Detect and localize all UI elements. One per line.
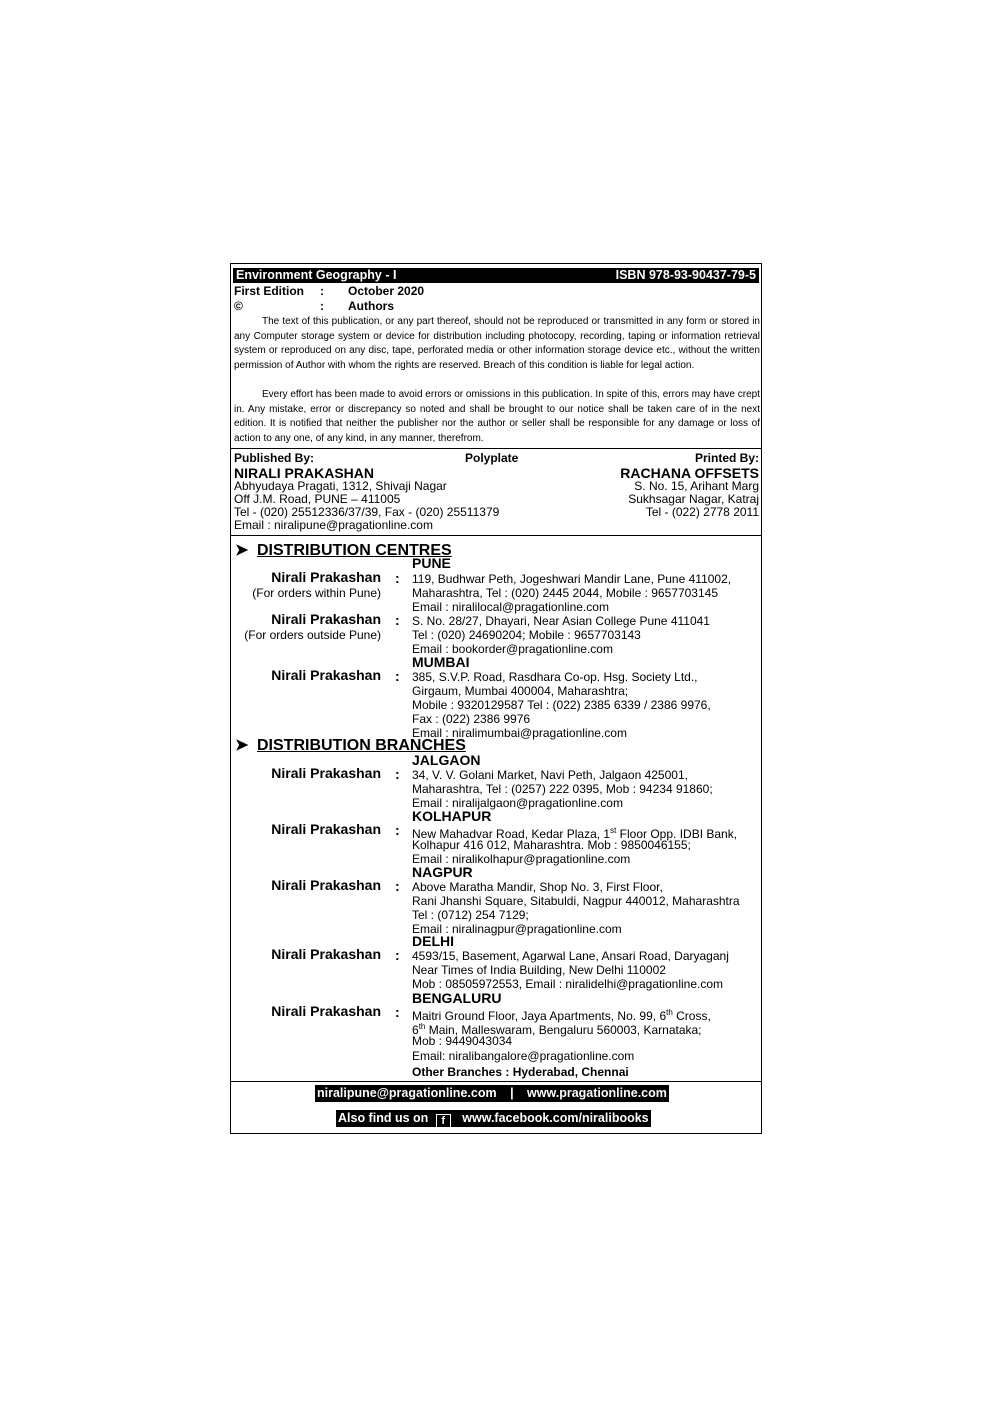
edition-value: October 2020	[348, 284, 425, 298]
phone-line: Tel : (020) 24690204; Mobile : 9657703143	[412, 628, 641, 642]
errors-notice: Every effort has been made to avoid errors or omissions in this publication. In spite of this, errors may have crept in. Any mistake, error or discrepancy so noted and shall be brought to our notice shall be taken care of in the next edition. It is notified that neither the publisher nor the author or seller shall be responsible for any damage or loss of action to any one, of any kind, in any manner, therefrom.	[234, 389, 760, 444]
footer-facebook-url[interactable]: www.facebook.com/niralibooks	[462, 1111, 649, 1125]
publisher-address-1: Abhyudaya Pragati, 1312, Shivaji Nagar	[234, 479, 447, 493]
colon: :	[395, 1004, 400, 1020]
phone-line: Maharashtra, Tel : (0257) 222 0395, Mob : 94234 91860;	[412, 782, 713, 796]
printer-address-1: S. No. 15, Arihant Marg	[634, 479, 759, 493]
colon: :	[395, 668, 400, 684]
email-line: Email: niralibangalore@pragationline.com	[412, 1049, 635, 1063]
colon: :	[395, 612, 400, 628]
colon: :	[395, 822, 400, 838]
org-name: Nirali Prakashan	[271, 569, 381, 585]
email-line: Email : niralilocal@pragationline.com	[412, 600, 609, 614]
arrow-bullet-icon: ➤	[235, 542, 249, 559]
other-branches: Other Branches : Hyderabad, Chennai	[412, 1065, 629, 1079]
address-line: Near Times of India Building, New Delhi 110002	[412, 963, 666, 977]
divider	[231, 448, 761, 449]
colon: :	[395, 570, 400, 586]
org-name: Nirali Prakashan	[271, 667, 381, 683]
arrow-bullet-icon: ➤	[235, 737, 249, 754]
address-line: New Mahadvar Road, Kedar Plaza, 1st Floor Opp. IDBI Bank,	[412, 826, 738, 841]
copyright-sep: :	[320, 299, 324, 313]
colon: :	[395, 878, 400, 894]
divider	[231, 535, 761, 536]
org-name: Nirali Prakashan	[271, 1003, 381, 1019]
edition-sep: :	[320, 284, 324, 298]
email-line: Email : niralimumbai@pragationline.com	[412, 726, 627, 740]
phone-line: Tel : (0712) 254 7129;	[412, 908, 529, 922]
printer-address-2: Sukhsagar Nagar, Katraj	[628, 492, 759, 506]
city-kolhapur: KOLHAPUR	[412, 808, 492, 824]
city-pune: PUNE	[412, 555, 451, 571]
city-delhi: DELHI	[412, 933, 454, 949]
org-name: Nirali Prakashan	[271, 821, 381, 837]
email-line: Email : niralinagpur@pragationline.com	[412, 922, 622, 936]
footer-email[interactable]: niralipune@pragationline.com	[317, 1086, 497, 1100]
rights-notice: The text of this publication, or any part thereof, should not be reproduced or transmitted in any form or stored in any Computer storage system or device for distribution including photocopy, recording, taping or information retrieval system or reproduced on any disc, tape, perforated media or other information storage device etc., without the written permission of Author with whom the rights are reserved. Breach of this condition is liable for legal action.	[234, 316, 760, 371]
address-line: Kolhapur 416 012, Maharashtra. Mob : 9850046155;	[412, 838, 691, 852]
isbn: ISBN 978-93-90437-79-5	[615, 268, 756, 282]
city-jalgaon: JALGAON	[412, 752, 481, 768]
colon: :	[395, 766, 400, 782]
publisher-email: Email : niralipune@pragationline.com	[234, 518, 433, 532]
copyright-label: ©	[234, 299, 243, 313]
facebook-icon: f	[436, 1114, 451, 1129]
org-note: (For orders within Pune)	[252, 586, 381, 600]
footer-find-us: Also find us on	[338, 1111, 429, 1125]
printer-name: RACHANA OFFSETS	[620, 465, 759, 481]
address-line: S. No. 28/27, Dhayari, Near Asian College Pune 411041	[412, 614, 710, 628]
printed-by-label: Printed By:	[694, 451, 759, 465]
address-line: Maharashtra, Tel : (020) 2445 2044, Mobile : 9657703145	[412, 586, 718, 600]
distribution-branches-heading: ➤ DISTRIBUTION BRANCHES	[235, 737, 466, 754]
contact-bar	[315, 1085, 669, 1102]
footer-separator: |	[510, 1086, 514, 1100]
phone-email-line: Mob : 08505972553, Email : niralidelhi@pragationline.com	[412, 977, 724, 991]
publisher-address-2: Off J.M. Road, PUNE – 411005	[234, 492, 401, 506]
footer-website[interactable]: www.pragationline.com	[527, 1086, 667, 1100]
org-name: Nirali Prakashan	[271, 877, 381, 893]
divider	[231, 1081, 761, 1082]
phone-line: Mob : 9449043034	[412, 1034, 513, 1048]
org-name: Nirali Prakashan	[271, 946, 381, 962]
address-line: Girgaum, Mumbai 400004, Maharashtra;	[412, 684, 629, 698]
city-bengaluru: BENGALURU	[412, 990, 502, 1006]
email-line: Email : niralijalgaon@pragationline.com	[412, 796, 623, 810]
address-line: 34, V. V. Golani Market, Navi Peth, Jalgaon 425001,	[412, 768, 688, 782]
org-name: Nirali Prakashan	[271, 611, 381, 627]
edition-label: First Edition	[234, 284, 304, 298]
org-name: Nirali Prakashan	[271, 765, 381, 781]
address-line: Maitri Ground Floor, Jaya Apartments, No. 99, 6th Cross,	[412, 1008, 711, 1023]
polyplate-label: Polyplate	[465, 451, 519, 465]
address-line: Above Maratha Mandir, Shop No. 3, First Floor,	[412, 880, 663, 894]
address-line: 385, S.V.P. Road, Rasdhara Co-op. Hsg. Society Ltd.,	[412, 670, 698, 684]
address-line: 119, Budhwar Peth, Jogeshwari Mandir Lane, Pune 411002,	[412, 572, 732, 586]
printer-phone: Tel - (022) 2778 2011	[645, 505, 759, 519]
title-bar	[233, 268, 759, 283]
fax-line: Fax : (022) 2386 9976	[412, 712, 531, 726]
phone-line: Mobile : 9320129587 Tel : (022) 2385 6339 / 2386 9976,	[412, 698, 711, 712]
book-title: Environment Geography - I	[236, 268, 397, 282]
publisher-phone: Tel - (020) 25512336/37/39, Fax - (020) 25511379	[234, 505, 500, 519]
org-note: (For orders outside Pune)	[244, 628, 381, 642]
social-bar	[336, 1110, 651, 1127]
published-by-label: Published By:	[234, 451, 315, 465]
email-line: Email : bookorder@pragationline.com	[412, 642, 613, 656]
city-mumbai: MUMBAI	[412, 654, 470, 670]
copyright-value: Authors	[348, 299, 394, 313]
address-line: 6th Main, Malleswaram, Bengaluru 560003, Karnataka;	[412, 1022, 702, 1037]
city-nagpur: NAGPUR	[412, 864, 473, 880]
address-line: Rani Jhanshi Square, Sitabuldi, Nagpur 440012, Maharashtra	[412, 894, 740, 908]
address-line: 4593/15, Basement, Agarwal Lane, Ansari Road, Daryaganj	[412, 949, 729, 963]
colon: :	[395, 947, 400, 963]
distribution-centres-heading: ➤ DISTRIBUTION CENTRES	[235, 542, 452, 559]
email-line: Email : niralikolhapur@pragationline.com	[412, 852, 631, 866]
copyright-page-frame	[230, 263, 762, 1134]
publisher-name: NIRALI PRAKASHAN	[234, 465, 374, 481]
